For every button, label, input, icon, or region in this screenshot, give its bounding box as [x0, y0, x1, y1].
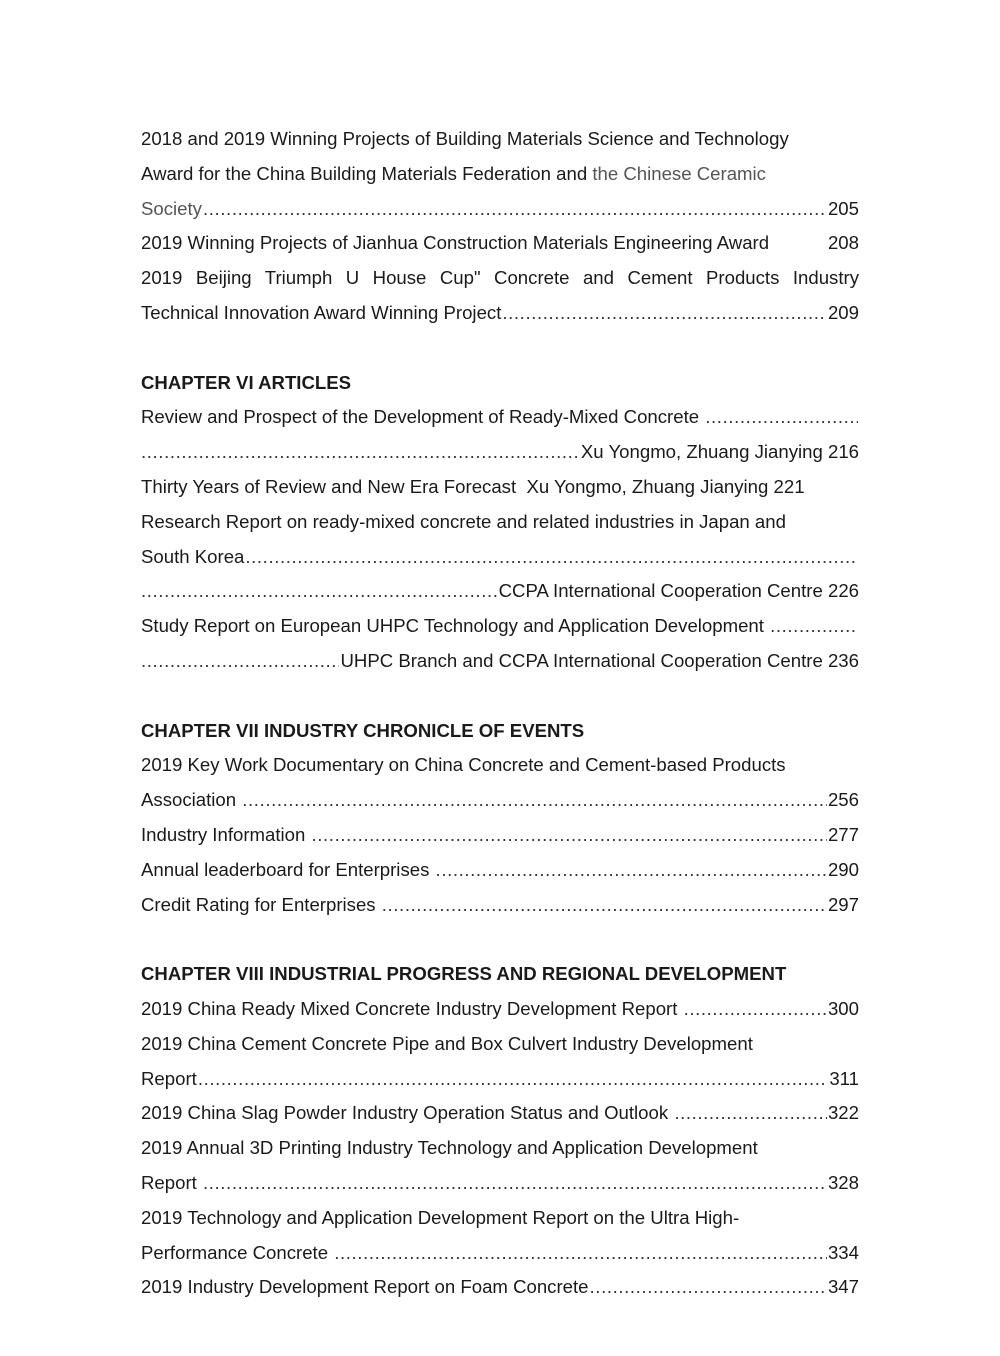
dot-leader — [684, 992, 827, 1027]
toc-entry-title: 2019 Beijing Triumph U House Cup" Concrete and Cement Products Industry — [141, 267, 859, 289]
toc-entry-title: 2019 Technology and Application Development Report on the Ultra High- — [141, 1206, 740, 1228]
toc-line — [141, 992, 859, 1027]
dot-leader — [312, 818, 827, 853]
dot-leader — [334, 1236, 827, 1271]
toc-entry-title: Award for the China Building Materials Federation and — [141, 162, 593, 184]
page-number: 290 — [827, 858, 859, 880]
page-number: 256 — [827, 789, 859, 811]
dot-leader — [141, 574, 498, 609]
dot-leader — [242, 783, 827, 818]
toc-line — [141, 818, 859, 853]
toc-entry-author: CCPA International Cooperation Centre 226 — [498, 580, 859, 602]
toc-line — [141, 888, 859, 923]
dot-leader — [382, 888, 827, 923]
page-number: 297 — [827, 893, 859, 915]
toc-line — [141, 609, 859, 644]
toc-entry-title: Technical Innovation Award Winning Project — [141, 301, 502, 323]
page-number: 328 — [827, 1171, 859, 1193]
dot-leader — [705, 400, 858, 435]
chapter-heading: CHAPTER VIII INDUSTRIAL PROGRESS AND REGIONAL DEVELOPMENT — [141, 963, 787, 985]
toc-entry-title: South Korea — [141, 545, 245, 567]
toc-line — [141, 1062, 859, 1097]
toc-line — [141, 505, 859, 540]
page-number: 334 — [827, 1241, 859, 1263]
toc-entry-title: 2019 Industry Development Report on Foam Concrete — [141, 1276, 589, 1298]
toc-line — [141, 644, 859, 679]
toc-line — [141, 1027, 859, 1062]
toc-entry-author: UHPC Branch and CCPA International Cooperation Centre 236 — [340, 649, 859, 671]
toc-line — [141, 1096, 859, 1131]
table-of-contents — [141, 122, 859, 1305]
page-number: 300 — [827, 997, 859, 1019]
toc-line — [141, 1166, 859, 1201]
page-number: 209 — [827, 301, 859, 323]
toc-entry-title: Annual leaderboard for Enterprises — [141, 858, 435, 880]
dot-leader — [141, 644, 339, 679]
toc-line — [141, 540, 859, 575]
toc-entry-title: Report — [141, 1067, 197, 1089]
page-number: 347 — [827, 1276, 859, 1298]
chapter-heading: CHAPTER VII INDUSTRY CHRONICLE OF EVENTS — [141, 719, 585, 741]
page-number: 322 — [827, 1102, 859, 1124]
toc-entry-title: Thirty Years of Review and New Era Forecast Xu Yongmo, Zhuang Jianying 221 — [141, 475, 805, 497]
dot-leader — [436, 853, 827, 888]
toc-entry-title: Research Report on ready-mixed concrete and related industries in Japan and — [141, 510, 786, 532]
toc-line — [141, 783, 859, 818]
dot-leader — [590, 1270, 827, 1305]
toc-line — [141, 574, 859, 609]
toc-line — [141, 192, 859, 227]
toc-line — [141, 1270, 859, 1305]
toc-entry-title: 2019 China Cement Concrete Pipe and Box Culvert Industry Development — [141, 1032, 753, 1054]
dot-leader — [770, 609, 858, 644]
page-number: 311 — [829, 1067, 859, 1089]
dot-leader — [674, 1096, 827, 1131]
toc-entry-title: Study Report on European UHPC Technology and Application Development — [141, 615, 770, 637]
toc-line — [141, 1236, 859, 1271]
toc-entry-title: 2019 China Ready Mixed Concrete Industry Development Report — [141, 997, 683, 1019]
toc-line — [141, 1131, 859, 1166]
toc-line — [141, 226, 859, 261]
toc-line — [141, 296, 859, 331]
toc-line — [141, 853, 859, 888]
toc-line — [141, 748, 859, 783]
toc-entry-title: 2019 Annual 3D Printing Industry Technology and Application Development — [141, 1137, 758, 1159]
dot-leader — [203, 1166, 827, 1201]
toc-entry-title: 2018 and 2019 Winning Projects of Building Materials Science and Technology — [141, 128, 789, 149]
dot-leader — [245, 540, 858, 575]
dot-leader — [502, 296, 827, 331]
toc-entry-title: Credit Rating for Enterprises — [141, 893, 381, 915]
toc-line — [141, 400, 859, 435]
toc-entry-title: Report — [141, 1171, 202, 1193]
dot-leader — [203, 192, 827, 227]
page-number: 208 — [827, 232, 859, 254]
page-number: 277 — [827, 823, 859, 845]
toc-entry-title: Performance Concrete — [141, 1241, 334, 1263]
page-number: 205 — [827, 197, 859, 219]
toc-entry-title: 2019 China Slag Powder Industry Operation Status and Outlook — [141, 1102, 674, 1124]
toc-entry-title-gray: Society — [141, 197, 202, 219]
toc-entry-title: 2019 Winning Projects of Jianhua Construction Materials Engineering Award — [141, 232, 770, 254]
toc-entry-title: Association — [141, 789, 242, 811]
toc-line — [141, 261, 859, 296]
toc-entry-title-gray: the Chinese Ceramic — [592, 162, 766, 184]
toc-entry-title: Review and Prospect of the Development of Ready-Mixed Concrete — [141, 406, 705, 428]
chapter-heading: CHAPTER VI ARTICLES — [141, 371, 352, 393]
toc-line — [141, 470, 859, 505]
toc-entry-author: Xu Yongmo, Zhuang Jianying 216 — [580, 441, 859, 463]
toc-line — [141, 1201, 859, 1236]
toc-entry-title: Industry Information — [141, 823, 311, 845]
dot-leader — [141, 435, 580, 470]
toc-line — [141, 122, 859, 157]
toc-entry-title: 2019 Key Work Documentary on China Concrete and Cement-based Products — [141, 754, 786, 776]
dot-leader — [198, 1062, 829, 1097]
toc-line — [141, 435, 859, 470]
toc-line — [141, 157, 859, 192]
